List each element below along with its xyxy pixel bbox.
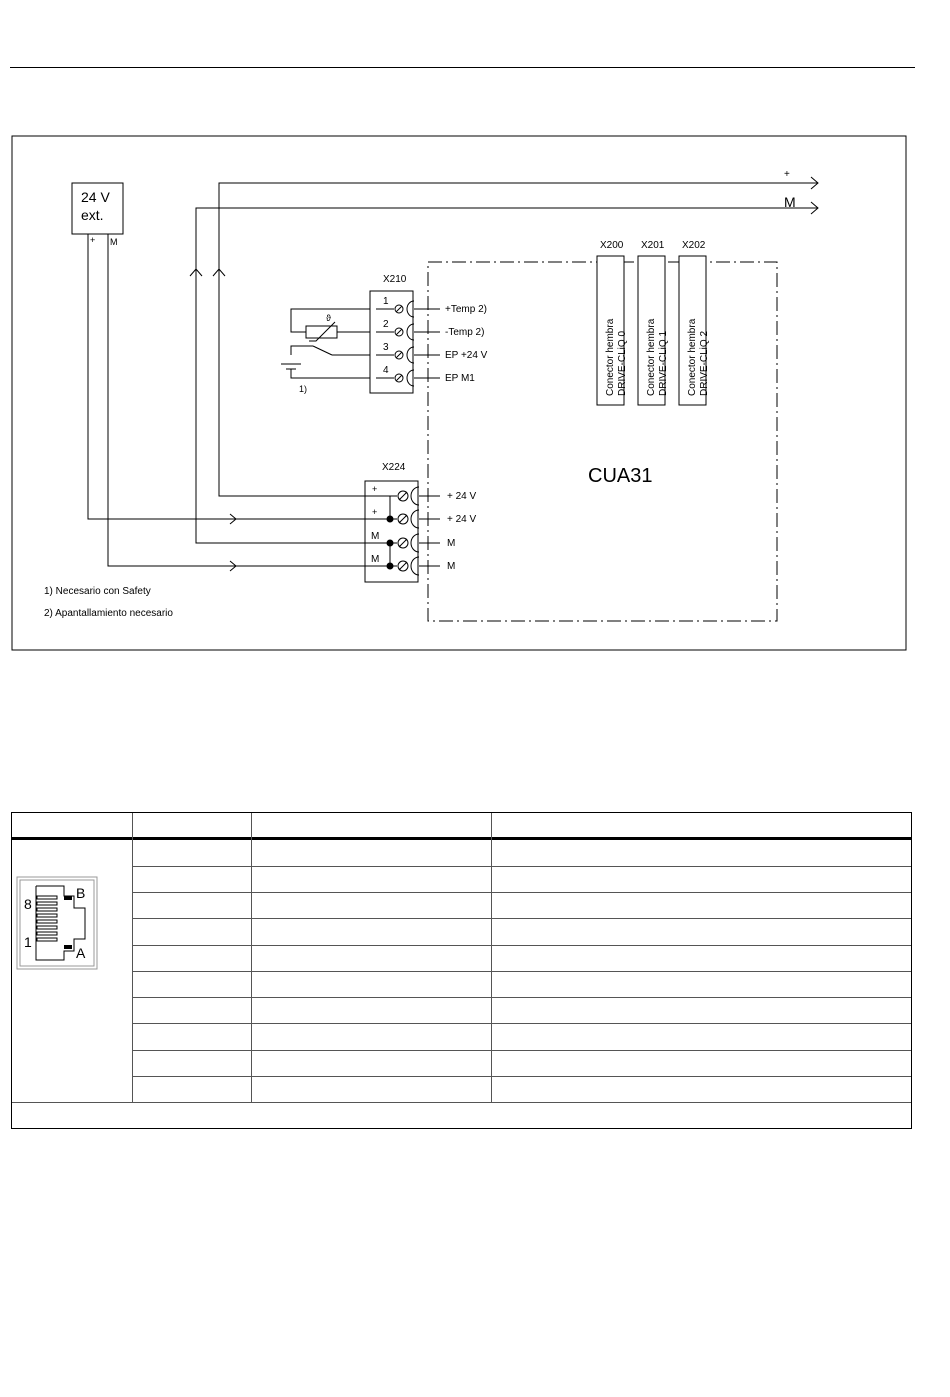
- x224-pin2-signal: + 24 V: [447, 514, 477, 525]
- x202-id: X202: [682, 240, 706, 251]
- supply-plus-label: +: [90, 235, 96, 245]
- supply-label-line1: 24 V: [81, 189, 110, 205]
- footnote-2: 2) Apantallamiento necesario: [44, 608, 173, 619]
- table-row-rule: [132, 997, 911, 998]
- x210-pin1-signal: +Temp 2): [445, 304, 487, 315]
- supply-wires: [88, 234, 365, 571]
- table-row-rule: [132, 945, 911, 946]
- x224-pin1-mark: +: [372, 484, 378, 494]
- x224-pin3-mark: M: [371, 531, 380, 542]
- bus-plus-label: +: [784, 169, 790, 180]
- supply-label-line2: ext.: [81, 207, 104, 223]
- x224-pin2-mark: +: [372, 507, 378, 517]
- x210-pin2-num: 2: [383, 319, 389, 330]
- x210-pin3-signal: EP +24 V: [445, 350, 488, 361]
- drive-cliq-x201: [638, 240, 669, 405]
- pin-table: [11, 812, 912, 1129]
- supply-minus-label: M: [110, 237, 118, 247]
- x210-title: X210: [383, 274, 407, 285]
- table-col-divider: [251, 813, 252, 1103]
- table-row-rule: [132, 892, 911, 893]
- x224-pin3-signal: M: [447, 538, 456, 549]
- terminal-x210: [370, 274, 488, 393]
- x210-pin1-num: 1: [383, 296, 389, 307]
- x224-pin1-signal: + 24 V: [447, 491, 477, 502]
- table-row-rule: [132, 1023, 911, 1024]
- x210-pin2-signal: -Temp 2): [445, 327, 485, 338]
- x210-pin3-num: 3: [383, 342, 389, 353]
- footnote-1: 1) Necesario con Safety: [44, 586, 151, 597]
- table-row-rule: [132, 1076, 911, 1077]
- x224-title: X224: [382, 462, 406, 473]
- table-col-divider: [491, 813, 492, 1103]
- x210-pin4-num: 4: [383, 365, 389, 376]
- table-col-divider: [132, 813, 133, 1103]
- theta-symbol: ϑ: [326, 313, 331, 323]
- x201-label2: DRIVE-CLiQ 1: [658, 330, 669, 396]
- table-footer-rule: [12, 1102, 911, 1103]
- safety-note-ref: 1): [299, 384, 308, 394]
- bus-lines: [190, 177, 818, 543]
- table-row-rule: [132, 1050, 911, 1051]
- connector-pin-top: 8: [24, 896, 32, 912]
- external-supply: [72, 183, 123, 247]
- bus-minus-label: M: [784, 194, 796, 210]
- terminal-x224: [365, 462, 477, 582]
- module-name: CUA31: [588, 465, 653, 487]
- connector-pin-bottom: 1: [24, 934, 32, 950]
- drive-cliq-x200: [597, 240, 628, 405]
- table-row-rule: [132, 918, 911, 919]
- diagram-frame: [12, 136, 906, 650]
- connector-label-a: A: [76, 945, 86, 961]
- x201-id: X201: [641, 240, 665, 251]
- x200-label1: Conector hembra: [605, 318, 616, 396]
- table-row-rule: [132, 866, 911, 867]
- x200-label2: DRIVE-CLiQ 0: [617, 330, 628, 396]
- x200-id: X200: [600, 240, 624, 251]
- x202-label2: DRIVE-CLiQ 2: [699, 330, 710, 396]
- x201-label1: Conector hembra: [646, 318, 657, 396]
- drive-cliq-x202: [679, 240, 710, 405]
- table-header-rule: [12, 837, 911, 840]
- table-row-rule: [132, 971, 911, 972]
- x202-label1: Conector hembra: [687, 318, 698, 396]
- x224-pin4-mark: M: [371, 554, 380, 565]
- x210-pin4-signal: EP M1: [445, 373, 475, 384]
- x224-pin4-signal: M: [447, 561, 456, 572]
- connector-label-b: B: [76, 885, 86, 901]
